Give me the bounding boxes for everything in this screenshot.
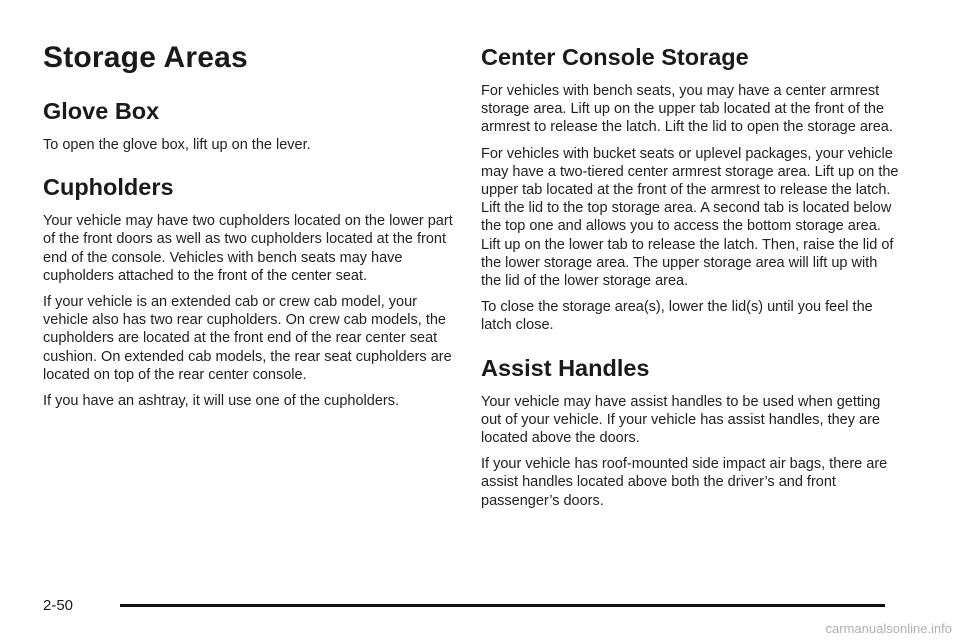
console-paragraph-3: To close the storage area(s), lower the lid(s) until you feel the latch close.	[481, 299, 873, 334]
assist-paragraph-2: If your vehicle has roof-mounted side impact air bags, there are assist handles located above both the driver’s and front passenger’s doors.	[481, 456, 888, 509]
cupholders-paragraph-1: Your vehicle may have two cupholders located on the lower part of the front doors as well as two cupholders located at the front end of the console. Vehicles with bench seats may have cupholders attached to the front of the center seat.	[43, 213, 453, 284]
glovebox-paragraph: To open the glove box, lift up on the lever.	[43, 137, 311, 153]
left-column	[43, 40, 453, 418]
assist-paragraph-1: Your vehicle may have assist handles to be used when getting out of your vehicle. If your vehicle has assist handles, they are located above the doors.	[481, 393, 881, 447]
console-heading: Center Console Storage	[481, 44, 749, 70]
console-paragraph-1: For vehicles with bench seats, you may have a center armrest storage area. Lift up on the upper tab located at the front of the armrest to release the latch. Lift the lid to open the storage area.	[481, 83, 893, 136]
console-paragraph-2: For vehicles with bucket seats or uplevel packages, your vehicle may have a two-tiered center armrest storage area. Lift up on the upper tab located at the front of the armrest to release the latch. Lift the lid to the top storage area. A second tab is located below the top one and allows you to access the bottom storage area. Lift up on the lower tab to release the latch. Then, raise the lid of the lower storage area. The upper storage area will lift up with the lid of the lower storage area.	[481, 145, 899, 290]
cupholders-paragraph-2: If your vehicle is an extended cab or crew cab model, your vehicle also has two rear cupholders. On crew cab models, the cupholders are located at the front end of the rear center seat cushion. On extended cab models, the rear seat cupholders are located on top of the rear center console.	[43, 294, 452, 383]
cupholders-heading: Cupholders	[43, 174, 174, 201]
assist-handles-heading: Assist Handles	[481, 354, 650, 381]
watermark: carmanualsonline.info	[825, 621, 952, 636]
glovebox-heading: Glove Box	[43, 98, 160, 124]
cupholders-paragraph-3: If you have an ashtray, it will use one of the cupholders.	[43, 393, 399, 410]
right-column	[481, 42, 901, 518]
footer-rule	[120, 604, 885, 607]
page-number: 2-50	[43, 597, 74, 614]
page-title: Storage Areas	[43, 41, 248, 74]
